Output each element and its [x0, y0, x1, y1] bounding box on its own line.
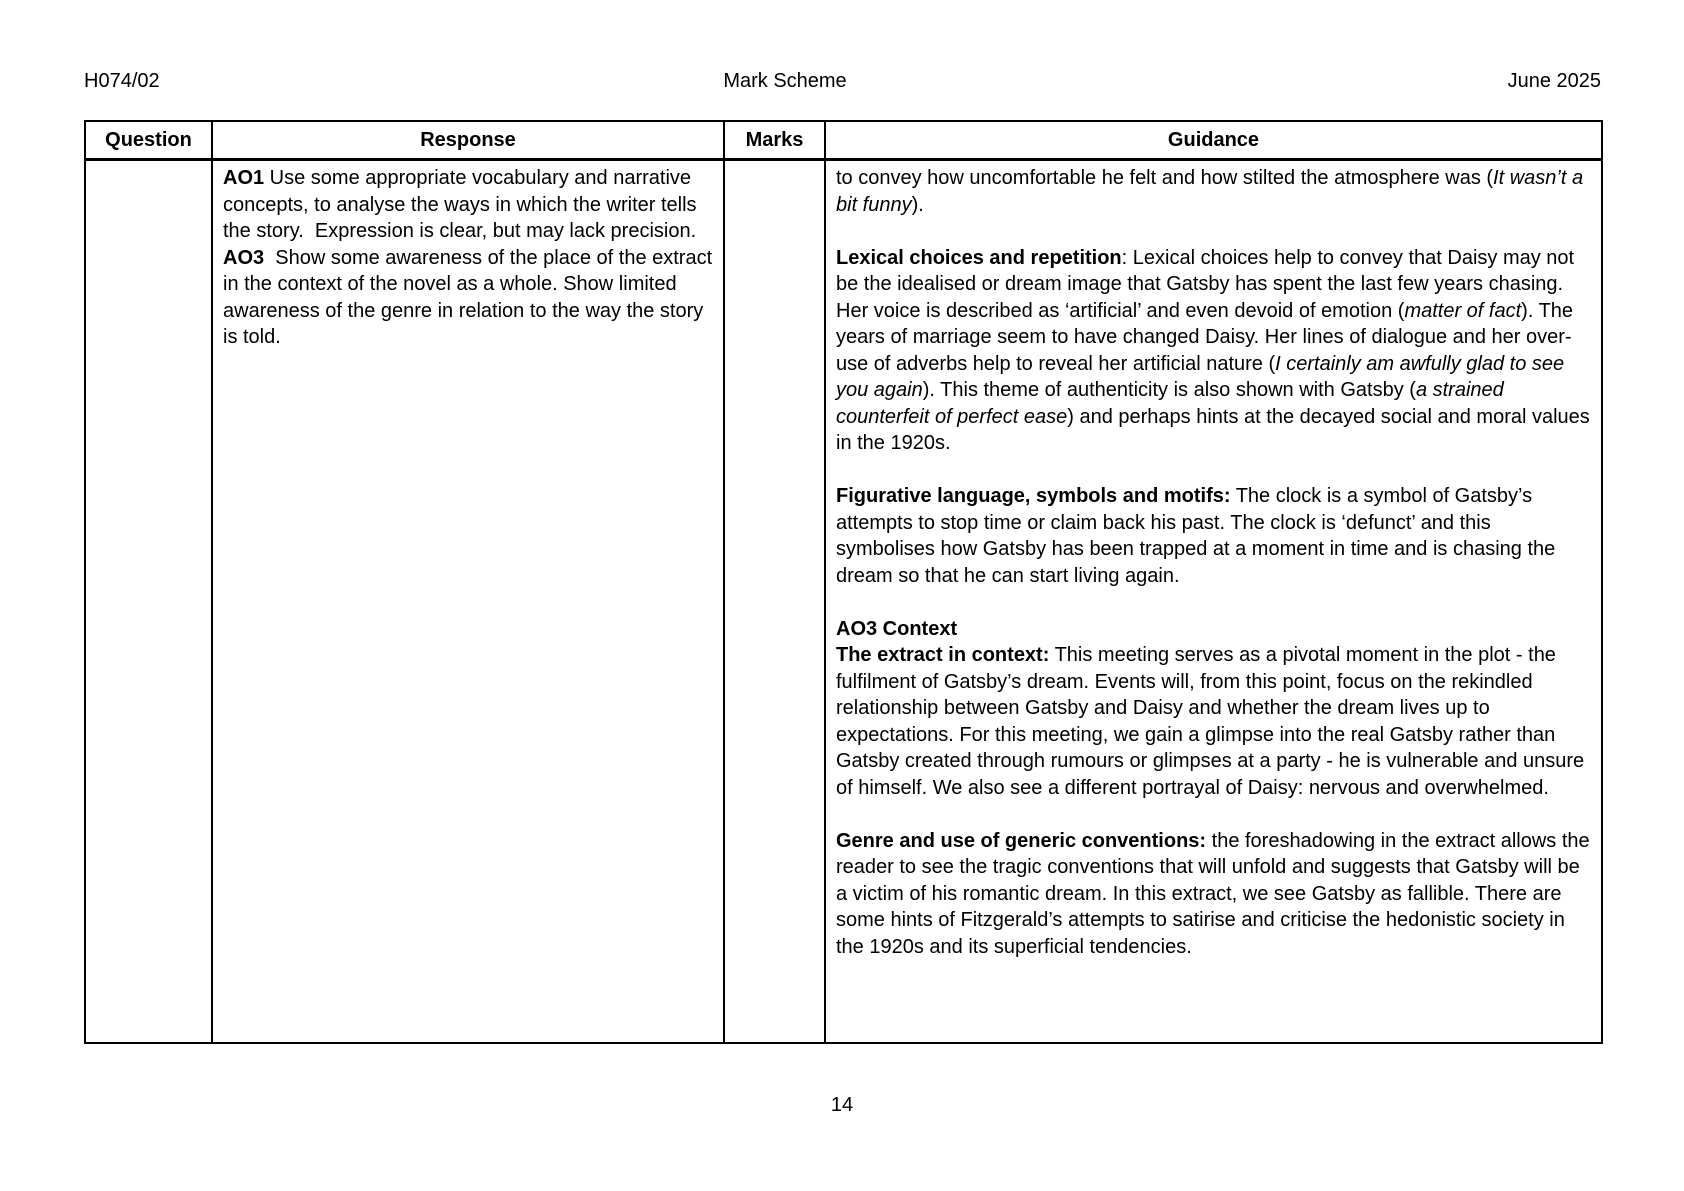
header-session-date: June 2025: [1507, 70, 1601, 92]
paragraph: to convey how uncomfortable he felt and how stilted the atmosphere was (It wasn’t a bit funny).: [836, 167, 1584, 216]
question-cell: [85, 160, 212, 1043]
marks-cell: [724, 160, 825, 1043]
column-header-guidance: Guidance: [825, 121, 1602, 160]
column-header-response: Response: [212, 121, 724, 160]
column-header-marks: Marks: [724, 121, 825, 160]
guidance-cell: [825, 160, 1602, 1043]
paragraph: Figurative language, symbols and motifs: The clock is a symbol of Gatsby’s attempts to stop time or claim back his past. The clock is ‘defunct’ and this symbolises how Gatsby has been trapped at a moment in time and is chasing the dream so that he can start living again.: [836, 485, 1556, 587]
header-title: Mark Scheme: [723, 70, 847, 92]
header-paper-code: H074/02: [84, 70, 160, 92]
response-text: [223, 165, 713, 351]
response-cell: [212, 160, 724, 1043]
paragraph: Lexical choices and repetition: Lexical choices help to convey that Daisy may not be the idealised or dream image that Gatsby has spent the last few years chasing. Her voice is described as ‘artificial’ and even devoid of emotion (matter of fact). The years of marriage seem to have changed Daisy. Her lines of dialogue and her over-use of adverbs help to reveal her artificial nature (I certainly am awfully glad to see you again). This theme of authenticity is also shown with Gatsby (a strained counterfeit of perfect ease) and perhaps hints at the decayed social and moral values in the 1920s.: [836, 246, 1590, 454]
document-header: [84, 68, 1601, 94]
guidance-text: [836, 165, 1591, 960]
paragraph: AO3 Context The extract in context: This meeting serves as a pivotal moment in the plot - the fulfilment of Gatsby’s dream. Events will, from this point, focus on the rekindled relationship between Gatsby and Daisy and whether the dream lives up to expectations. For this meeting, we gain a glimpse into the real Gatsby rather than Gatsby created through rumours or glimpses at a party - he is vulnerable and unsure of himself. We also see a different portrayal of Daisy: nervous and overwhelmed.: [836, 617, 1585, 799]
page-number: 14: [830, 1094, 854, 1116]
paragraph: AO1 Use some appropriate vocabulary and narrative concepts, to analyse the ways in which the writer tells the story. Expression is clear, but may lack precision. AO3 Show some awareness of the place of the extract in the context of the novel as a whole. Show limited awareness of the genre in relation to the way the story is told.: [223, 167, 713, 348]
table-row: [85, 160, 1602, 1043]
paragraph: Genre and use of generic conventions: the foreshadowing in the extract allows the reader to see the tragic conventions that will unfold and suggests that Gatsby will be a victim of his romantic dream. In this extract, we see Gatsby as fallible. There are some hints of Fitzgerald’s attempts to satirise and criticise the hedonistic society in the 1920s and its superficial tendencies.: [836, 829, 1590, 958]
table-header-row: [85, 121, 1602, 160]
column-header-question: Question: [85, 121, 212, 160]
mark-scheme-table: [84, 120, 1603, 1044]
